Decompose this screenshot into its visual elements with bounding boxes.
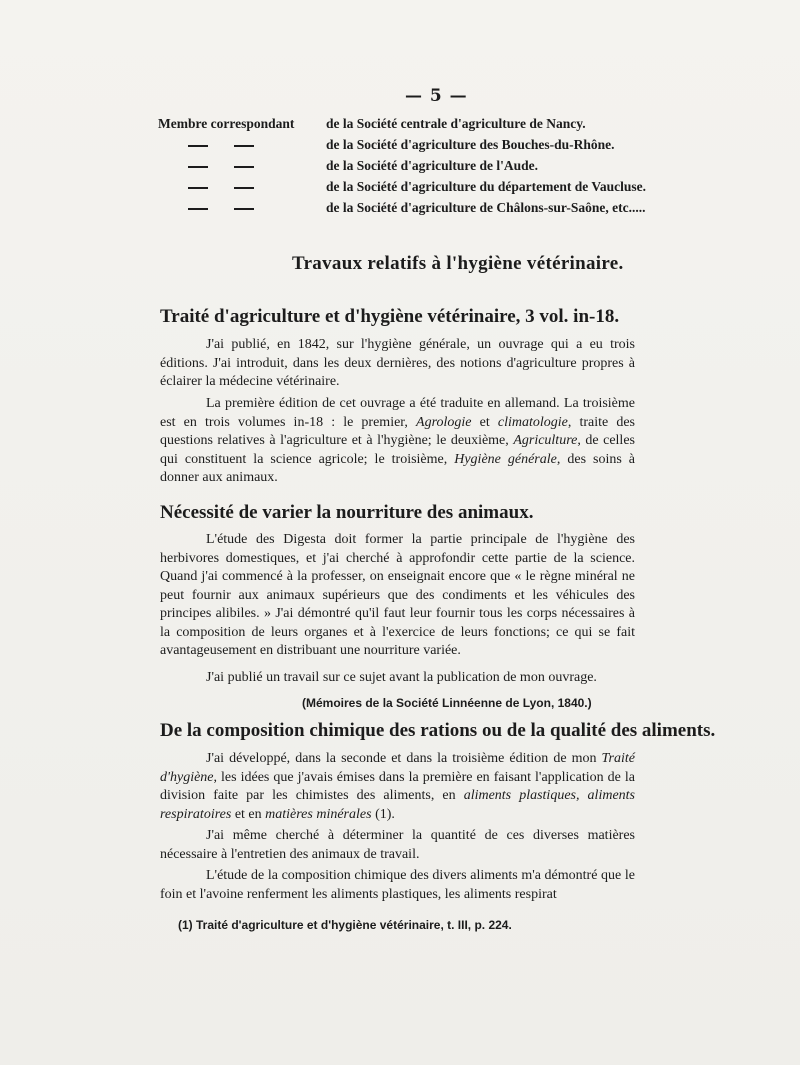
text-run: (1).: [371, 806, 395, 822]
text-run: La première édition de cet ouvrage a été traduite en allemand. La troisième est en trois volumes in-18 : le premier,: [160, 396, 635, 430]
paragraph-3: L'étude des Digesta doit former la partie principale de l'hygiène des herbivores domestiques, et j'ai cherché à approfondir cette partie de la science. Quand j'ai commencé à la professer, on enseignait encore que « le règne minéral ne peut fournir aux animaux supérieurs que des condiments et les véhicules des principes alibiles. » J'ai démontré qu'il faut leur fournir tous les corps nécessaires à la composition de leurs organes et à l'exercice de leurs fonctions; ce qui se fait avantageusement en distribuant une nourriture variée.: [160, 532, 635, 658]
paragraph-5: [160, 750, 635, 824]
ditto-marks: [158, 200, 318, 216]
text-run: , de celles qui constituent la science agricole; le troisième,: [160, 433, 635, 467]
italic-run: Hygiène générale: [454, 451, 557, 467]
italic-run: Agriculture: [513, 433, 578, 448]
italic-run: Agrologie: [416, 414, 472, 430]
paragraph-4: J'ai publié un travail sur ce sujet avant la publication de mon ouvrage.: [206, 670, 597, 685]
membership-org: de la Société d'agriculture du département de Vaucluse.: [326, 179, 646, 194]
text-run: J'ai développé, dans la seconde et dans la troisième édition de mon: [206, 751, 602, 766]
ditto-marks: [158, 137, 318, 153]
paragraph-6: J'ai même cherché à déterminer la quantité de ces diverses matières nécessaire à l'entretien des animaux de travail.: [160, 828, 635, 862]
ditto-marks: [158, 179, 318, 195]
heading-nourriture: Nécessité de varier la nourriture des animaux.: [160, 502, 534, 523]
text-run: et en: [231, 806, 266, 822]
italic-run: matières minérales: [265, 806, 372, 822]
membership-role: Membre correspondant: [158, 116, 295, 131]
paragraph-7: L'étude de la composition chimique des divers aliments m'a démontré que le foin et l'avoine renferment les aliments plastiques, les aliments respirat: [160, 868, 635, 902]
italic-run: Traité d'hygiène: [160, 751, 635, 785]
paragraph-1: J'ai publié, en 1842, sur l'hygiène générale, un ouvrage qui a eu trois éditions. J'ai introduit, dans les deux dernières, des notions d'agriculture propres à éclairer la médecine vétérinaire.: [160, 337, 635, 389]
citation: (Mémoires de la Société Linnéenne de Lyon, 1840.): [302, 696, 592, 710]
italic-run: climatologie: [497, 414, 568, 430]
membership-org: de la Société d'agriculture de Châlons-sur-Saône, etc.....: [326, 200, 646, 215]
paragraph-2: [160, 395, 635, 488]
italic-run: aliments plastiques, aliments respiratoires: [160, 788, 635, 822]
ditto-marks: [158, 158, 318, 174]
text-run: , des soins à donner aux animaux.: [160, 451, 635, 485]
text-run: , les idées que j'avais émises dans la première en faisant l'application de la division faite par les chimistes des aliments, en: [160, 769, 635, 803]
footnote: (1) Traité d'agriculture et d'hygiène vétérinaire, t. III, p. 224.: [178, 918, 512, 932]
text-run: , traite des questions relatives à l'agriculture et à l'hygiène; le deuxième,: [160, 414, 636, 448]
page-number: — 5 —: [405, 86, 468, 106]
section-title: Travaux relatifs à l'hygiène vétérinaire.: [292, 253, 624, 274]
membership-org: de la Société d'agriculture des Bouches-du-Rhône.: [326, 137, 615, 152]
book-title-heading: Traité d'agriculture et d'hygiène vétérinaire, 3 vol. in-18.: [160, 306, 620, 327]
heading-composition: De la composition chimique des rations ou de la qualité des aliments.: [160, 720, 716, 741]
membership-org: de la Société centrale d'agriculture de Nancy.: [326, 116, 586, 131]
text-run: et: [471, 414, 498, 430]
membership-org: de la Société d'agriculture de l'Aude.: [326, 158, 538, 173]
